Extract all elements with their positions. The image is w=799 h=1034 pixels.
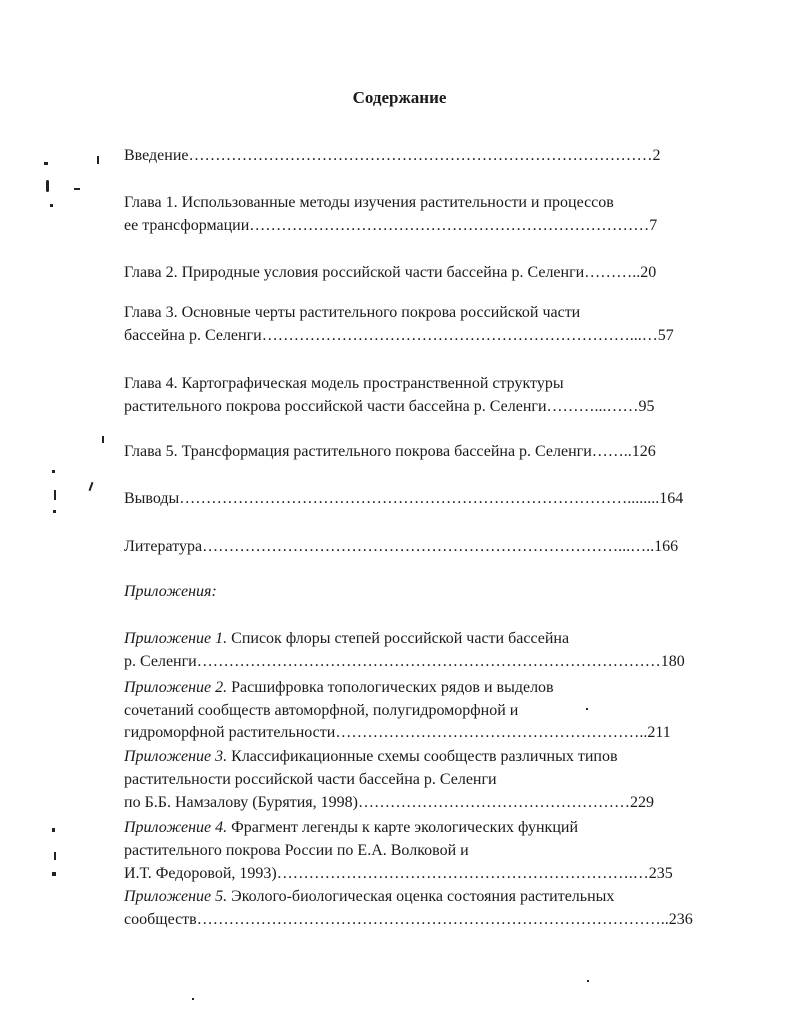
toc-chapter-1-line-1: Глава 1. Использованные методы изучения растительности и процессов [124, 194, 614, 211]
appendix-3-label: Приложение 3. [124, 748, 228, 765]
toc-chapter-1-line-2: ее трансформации…………………………………………………………………7 [124, 217, 658, 234]
toc-appendix-3-line-1: Приложение 3. Классификационные схемы сообществ различных типов [124, 748, 618, 765]
toc-appendix-4-line-1: Приложение 4. Фрагмент легенды к карте экологических функций [124, 819, 578, 836]
appendix-4-label: Приложение 4. [124, 819, 228, 836]
scan-speck [54, 490, 56, 500]
scan-speck [74, 188, 80, 190]
toc-appendices-heading: Приложения: [124, 583, 217, 600]
toc-appendix-2-line-3: гидроморфной растительности…………………………………………………..211 [124, 724, 671, 741]
toc-chapter-5: Глава 5. Трансформация растительного покрова бассейна р. Селенги……..126 [124, 443, 656, 460]
scan-speck [97, 156, 99, 164]
toc-appendix-1-line-2: р. Селенги……………………………………………………………………………180 [124, 653, 685, 670]
toc-chapter-4-line-2: растительного покрова российской части бассейна р. Селенги………...……95 [124, 398, 655, 415]
toc-appendix-3-line-3: по Б.Б. Намзалову (Бурятия, 1998)……………………………………………229 [124, 794, 654, 811]
scan-speck [50, 204, 53, 207]
toc-appendix-5-line-2: сообществ……………………………………………………………………………..236 [124, 911, 693, 928]
scan-speck [102, 436, 104, 443]
scan-speck [89, 482, 94, 491]
scan-speck [586, 708, 588, 710]
page-title: Содержание [352, 88, 447, 107]
toc-chapter-2: Глава 2. Природные условия российской части бассейна р. Селенги………..20 [124, 264, 657, 281]
appendix-5-label: Приложение 5. [124, 888, 228, 905]
scan-speck [52, 828, 55, 832]
scan-speck [46, 180, 49, 192]
scan-speck [54, 852, 56, 860]
toc-chapter-4-line-1: Глава 4. Картографическая модель пространственной структуры [124, 375, 564, 392]
toc-chapter-3-line-2: бассейна р. Селенги……………………………………………………………...…57 [124, 327, 674, 344]
toc-appendix-4-line-3: И.Т. Федоровой, 1993)………………………………………………………….…235 [124, 865, 673, 882]
toc-introduction: Введение……………………………………………………………………………2 [124, 147, 661, 164]
toc-appendix-2-line-2: сочетаний сообществ автоморфной, полугидроморфной и [124, 702, 519, 719]
toc-literature: Литература……………………………………………………………………...…..166 [124, 538, 679, 555]
toc-conclusions: Выводы…………………………………………………………………………........164 [124, 490, 684, 507]
toc-appendix-5-line-1: Приложение 5. Эколого-биологическая оценка состояния растительных [124, 888, 615, 905]
appendix-2-label: Приложение 2. [124, 679, 228, 696]
scan-speck [52, 872, 56, 876]
toc-appendix-3-line-2: растительности российской части бассейна р. Селенги [124, 771, 497, 788]
toc-appendix-1-line-1: Приложение 1. Список флоры степей российской части бассейна [124, 630, 570, 647]
scan-speck [587, 980, 589, 982]
scan-speck [192, 998, 194, 1000]
scan-speck [44, 162, 48, 165]
toc-chapter-3-line-1: Глава 3. Основные черты растительного покрова российской части [124, 304, 581, 321]
appendix-1-label: Приложение 1. [124, 630, 228, 647]
scan-speck [53, 510, 56, 513]
toc-appendix-4-line-2: растительного покрова России по Е.А. Волковой и [124, 842, 469, 859]
toc-appendix-2-line-1: Приложение 2. Расшифровка топологических рядов и выделов [124, 679, 554, 696]
scan-speck [52, 470, 55, 473]
